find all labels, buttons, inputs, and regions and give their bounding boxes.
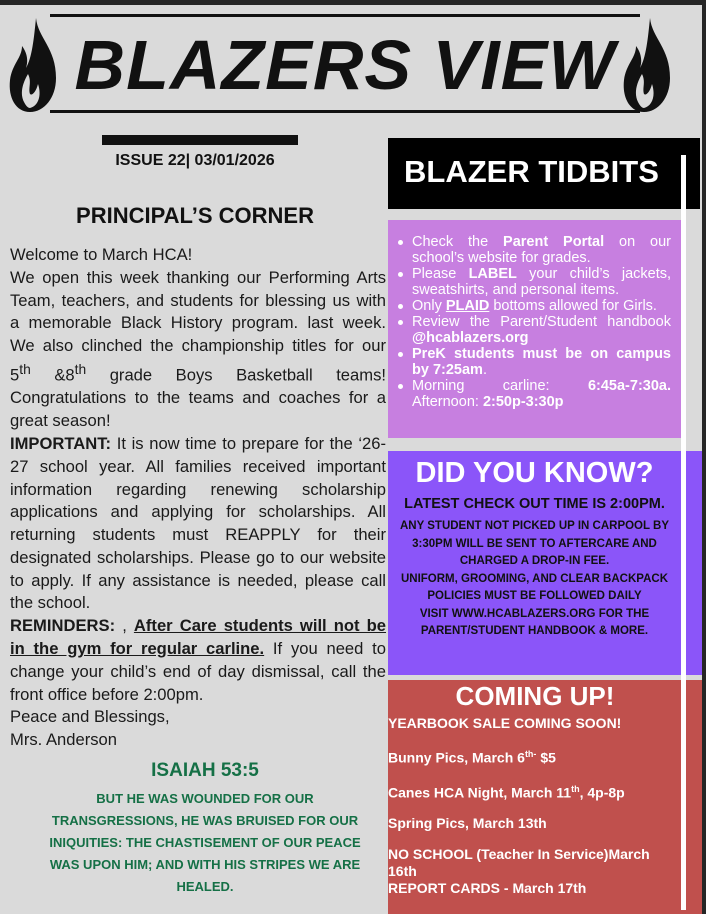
verse-text: BUT HE WAS WOUNDED FOR OUR TRANSGRESSIONS, HE WAS BRUISED FOR OUR INIQUITIES: THE CHASTISEMENT OF OUR PEACE WAS UPON HIM; AND WITH HIS STRIPES WE ARE HEALED. <box>49 791 361 894</box>
text: , 4p-8p <box>579 784 625 801</box>
text: We open this week thanking our Performing Arts Team, teachers, and students for blessing us with a memorable Black History program. last week. We also clinched the championship titles for our 5 <box>10 267 386 385</box>
uniform-note: UNIFORM, GROOMING, AND CLEAR BACKPACK POLICIES MUST BE FOLLOWED DAILY <box>400 572 669 602</box>
divider-line <box>681 155 686 910</box>
sup: th <box>571 783 580 794</box>
list-item <box>398 378 671 410</box>
website-note: VISIT WWW.HCABLAZERS.ORG FOR THE PARENT/STUDENT HANDBOOK & MORE. <box>419 607 650 637</box>
text: LABEL <box>468 266 517 282</box>
header-rule-bottom <box>50 110 640 113</box>
text: Canes HCA Night, March 11 <box>388 784 572 801</box>
text: It is now time to prepare for the ‘26-27 school year. All families received important information regarding renewing scholarship applications and applying for scholarships. All returning students must REAPPLY for their designated scholarships. Please go to our website to apply. If any assistance is needed, please call the school. <box>10 433 386 613</box>
aftercare-note: After Care students will not be in the gym for regular carline. <box>10 616 387 659</box>
text: Review the Parent/Student handbook <box>412 314 671 330</box>
checkout-time: LATEST CHECK OUT TIME IS 2:00PM. <box>404 496 665 512</box>
text: , <box>115 616 134 636</box>
text: 6:45a-7:30a. <box>587 378 671 394</box>
important-label: IMPORTANT: <box>10 433 112 453</box>
text: Please <box>412 266 469 282</box>
event-item <box>388 746 702 767</box>
text: your child’s jackets, sweatshirts, and personal items. <box>412 266 671 298</box>
text: PLAID <box>445 298 490 314</box>
event-item <box>388 781 702 802</box>
newsletter-title: BLAZERS VIEW <box>74 26 616 104</box>
did-you-know-box <box>388 451 681 675</box>
sup: th <box>19 360 31 377</box>
event-item: YEARBOOK SALE COMING SOON! <box>388 715 622 731</box>
text: bottoms allowed for Girls. <box>489 298 657 314</box>
text: $5 <box>536 749 556 766</box>
header-rule-top <box>50 14 640 17</box>
text: Parent Portal <box>503 234 605 250</box>
dyk-heading: DID YOU KNOW? <box>415 457 654 489</box>
sup: th- <box>524 749 537 759</box>
text: Only <box>412 298 446 314</box>
reminders-label: REMINDERS: <box>10 616 116 636</box>
text: @hcablazers.org <box>412 330 529 346</box>
text: 2:50p-3:30p <box>482 394 564 410</box>
issue-date: ISSUE 22| 03/01/2026 <box>115 152 275 169</box>
text: Check the <box>412 234 504 250</box>
top-border <box>0 0 706 5</box>
verse-reference: ISAIAH 53:5 <box>151 760 259 781</box>
tidbits-heading: BLAZER TIDBITS <box>388 138 700 209</box>
paragraph-important <box>10 433 386 615</box>
principal-heading: PRINCIPAL’S CORNER <box>76 203 314 228</box>
list-item <box>398 298 671 314</box>
text: Afternoon: <box>412 394 483 410</box>
signature: Mrs. Anderson <box>10 730 117 750</box>
dyk-extension <box>686 451 702 675</box>
text: If you need to change your child’s end of day dismissal, call the front office before 2:00pm. <box>10 639 387 704</box>
text: &8 <box>30 365 75 385</box>
text: PreK students must be on campus by 7:25am <box>412 346 671 378</box>
event-item: NO SCHOOL (Teacher In Service)March 16th <box>388 846 650 880</box>
right-border <box>702 0 706 914</box>
greeting: Welcome to March HCA! <box>10 245 193 264</box>
text: grade Boys Basketball teams! Congratulations to the teams and coaches for a great season! <box>10 365 386 431</box>
list-item <box>398 314 671 346</box>
carpool-note: ANY STUDENT NOT PICKED UP IN CARPOOL BY 3:30PM WILL BE SENT TO AFTERCARE AND CHARGED A DROP-IN FEE. <box>399 520 669 567</box>
event-item: Spring Pics, March 13th <box>388 815 547 832</box>
sup: th <box>74 360 87 377</box>
list-item <box>398 266 671 298</box>
flame-icon <box>8 18 58 112</box>
principal-letter <box>10 244 386 752</box>
paragraph-thanks <box>10 267 386 433</box>
closing: Peace and Blessings, <box>10 707 170 727</box>
coming-up-heading: COMING UP! <box>455 681 615 711</box>
event-item: REPORT CARDS - March 17th <box>388 880 587 897</box>
paragraph-reminders <box>10 615 386 706</box>
issue-bar <box>102 135 298 145</box>
text: Bunny Pics, March 6 <box>388 749 525 766</box>
text: . <box>482 362 487 378</box>
verse-section <box>40 760 370 898</box>
list-item <box>398 234 671 266</box>
coming-up-box <box>388 680 702 914</box>
text: on our school’s website for grades. <box>412 234 671 266</box>
list-item <box>398 346 671 378</box>
tidbits-box <box>388 220 681 438</box>
text: Morning carline: <box>412 378 588 394</box>
